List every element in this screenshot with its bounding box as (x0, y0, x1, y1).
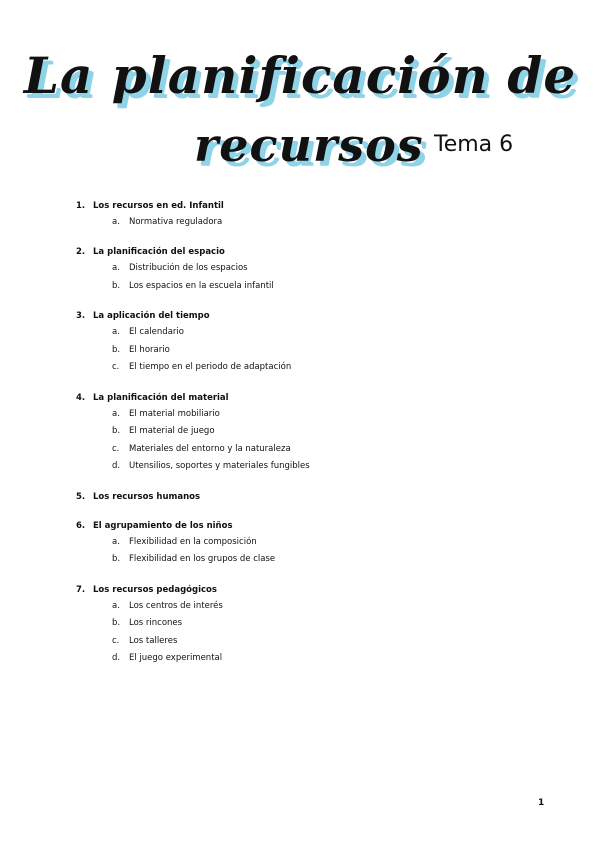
subsection-text: Distribución de los espacios (129, 263, 248, 274)
subsection-letter: b. (112, 280, 121, 291)
subsection-letter: a. (112, 408, 120, 419)
section-number: 6. (76, 520, 86, 531)
subsection-letter: b. (112, 426, 121, 437)
section-number: 3. (76, 311, 86, 321)
subsection-letter: a. (112, 216, 120, 227)
subsection-text: Los talleres (129, 635, 178, 646)
document-title-line-2: recursos (194, 118, 424, 172)
subsection-text: Flexibilidad en la composición (129, 536, 257, 547)
subsection-item (76, 423, 556, 441)
subsection-item (76, 551, 556, 569)
section-number: 1. (76, 200, 86, 211)
section-heading (76, 198, 556, 213)
subsection-text: El material mobiliario (129, 408, 220, 419)
toc-section (76, 198, 556, 231)
subsection-item (76, 324, 556, 342)
subsection-text: El horario (129, 344, 170, 355)
subsection-item (76, 260, 556, 278)
section-number: 2. (76, 247, 86, 257)
section-heading (76, 518, 556, 533)
toc-section (76, 309, 556, 377)
toc-section (76, 390, 556, 475)
subsection-letter: c. (112, 362, 120, 373)
subsection-item (76, 277, 556, 295)
topic-label: Tema 6 (434, 132, 514, 157)
section-heading (76, 245, 556, 260)
subsection-item (76, 533, 556, 551)
subsection-letter: b. (112, 618, 121, 629)
section-title: Los recursos en ed. Infantil (93, 200, 224, 211)
section-title: La aplicación del tiempo (93, 311, 210, 321)
section-number: 5. (76, 491, 86, 502)
section-title: El agrupamiento de los niños (93, 520, 233, 531)
subsection-letter: a. (112, 327, 120, 338)
document-title-line-1: La planificación de (23, 46, 577, 105)
section-heading (76, 309, 556, 324)
section-title: La planificación del material (93, 392, 229, 403)
subsection-letter: b. (112, 554, 121, 565)
subsection-item (76, 650, 556, 668)
subsection-text: El calendario (129, 327, 184, 338)
subsection-item (76, 615, 556, 633)
subsection-text: Los espacios en la escuela infantil (129, 280, 274, 291)
page-number: 1 (538, 798, 545, 808)
subsection-text: Flexibilidad en los grupos de clase (129, 554, 276, 565)
subsection-letter: c. (112, 443, 120, 454)
subsection-item (76, 458, 556, 476)
section-title: Los recursos humanos (93, 491, 201, 502)
toc-section (76, 245, 556, 295)
subsection-letter: c. (112, 635, 120, 646)
subsection-text: Los centros de interés (129, 600, 223, 611)
table-of-contents (76, 198, 556, 681)
subsection-item (76, 213, 556, 231)
subsection-item (76, 359, 556, 377)
section-heading (76, 390, 556, 405)
subsection-text: El tiempo en el periodo de adaptación (129, 362, 292, 373)
subsection-item (76, 597, 556, 615)
subsection-item (76, 632, 556, 650)
section-heading (76, 582, 556, 597)
subsection-letter: a. (112, 600, 120, 611)
subsection-text: El material de juego (129, 426, 215, 437)
section-heading (76, 489, 556, 504)
toc-section (76, 518, 556, 568)
subsection-letter: d. (112, 461, 121, 472)
section-number: 7. (76, 584, 86, 595)
section-number: 4. (76, 392, 86, 403)
toc-section (76, 582, 556, 667)
toc-section (76, 489, 556, 504)
subsection-text: Normativa reguladora (129, 216, 223, 227)
section-title: La planificación del espacio (93, 247, 225, 257)
subsection-text: Utensilios, soportes y materiales fungibles (129, 461, 310, 472)
subsection-item (76, 440, 556, 458)
subsection-letter: a. (112, 536, 120, 547)
subsection-item (76, 405, 556, 423)
subsection-letter: b. (112, 344, 121, 355)
subsection-text: Materiales del entorno y la naturaleza (129, 443, 291, 454)
subsection-letter: a. (112, 263, 120, 274)
subsection-text: El juego experimental (129, 653, 223, 664)
subsection-item (76, 341, 556, 359)
section-title: Los recursos pedagógicos (93, 584, 217, 595)
subsection-letter: d. (112, 653, 121, 664)
subsection-text: Los rincones (129, 618, 183, 629)
